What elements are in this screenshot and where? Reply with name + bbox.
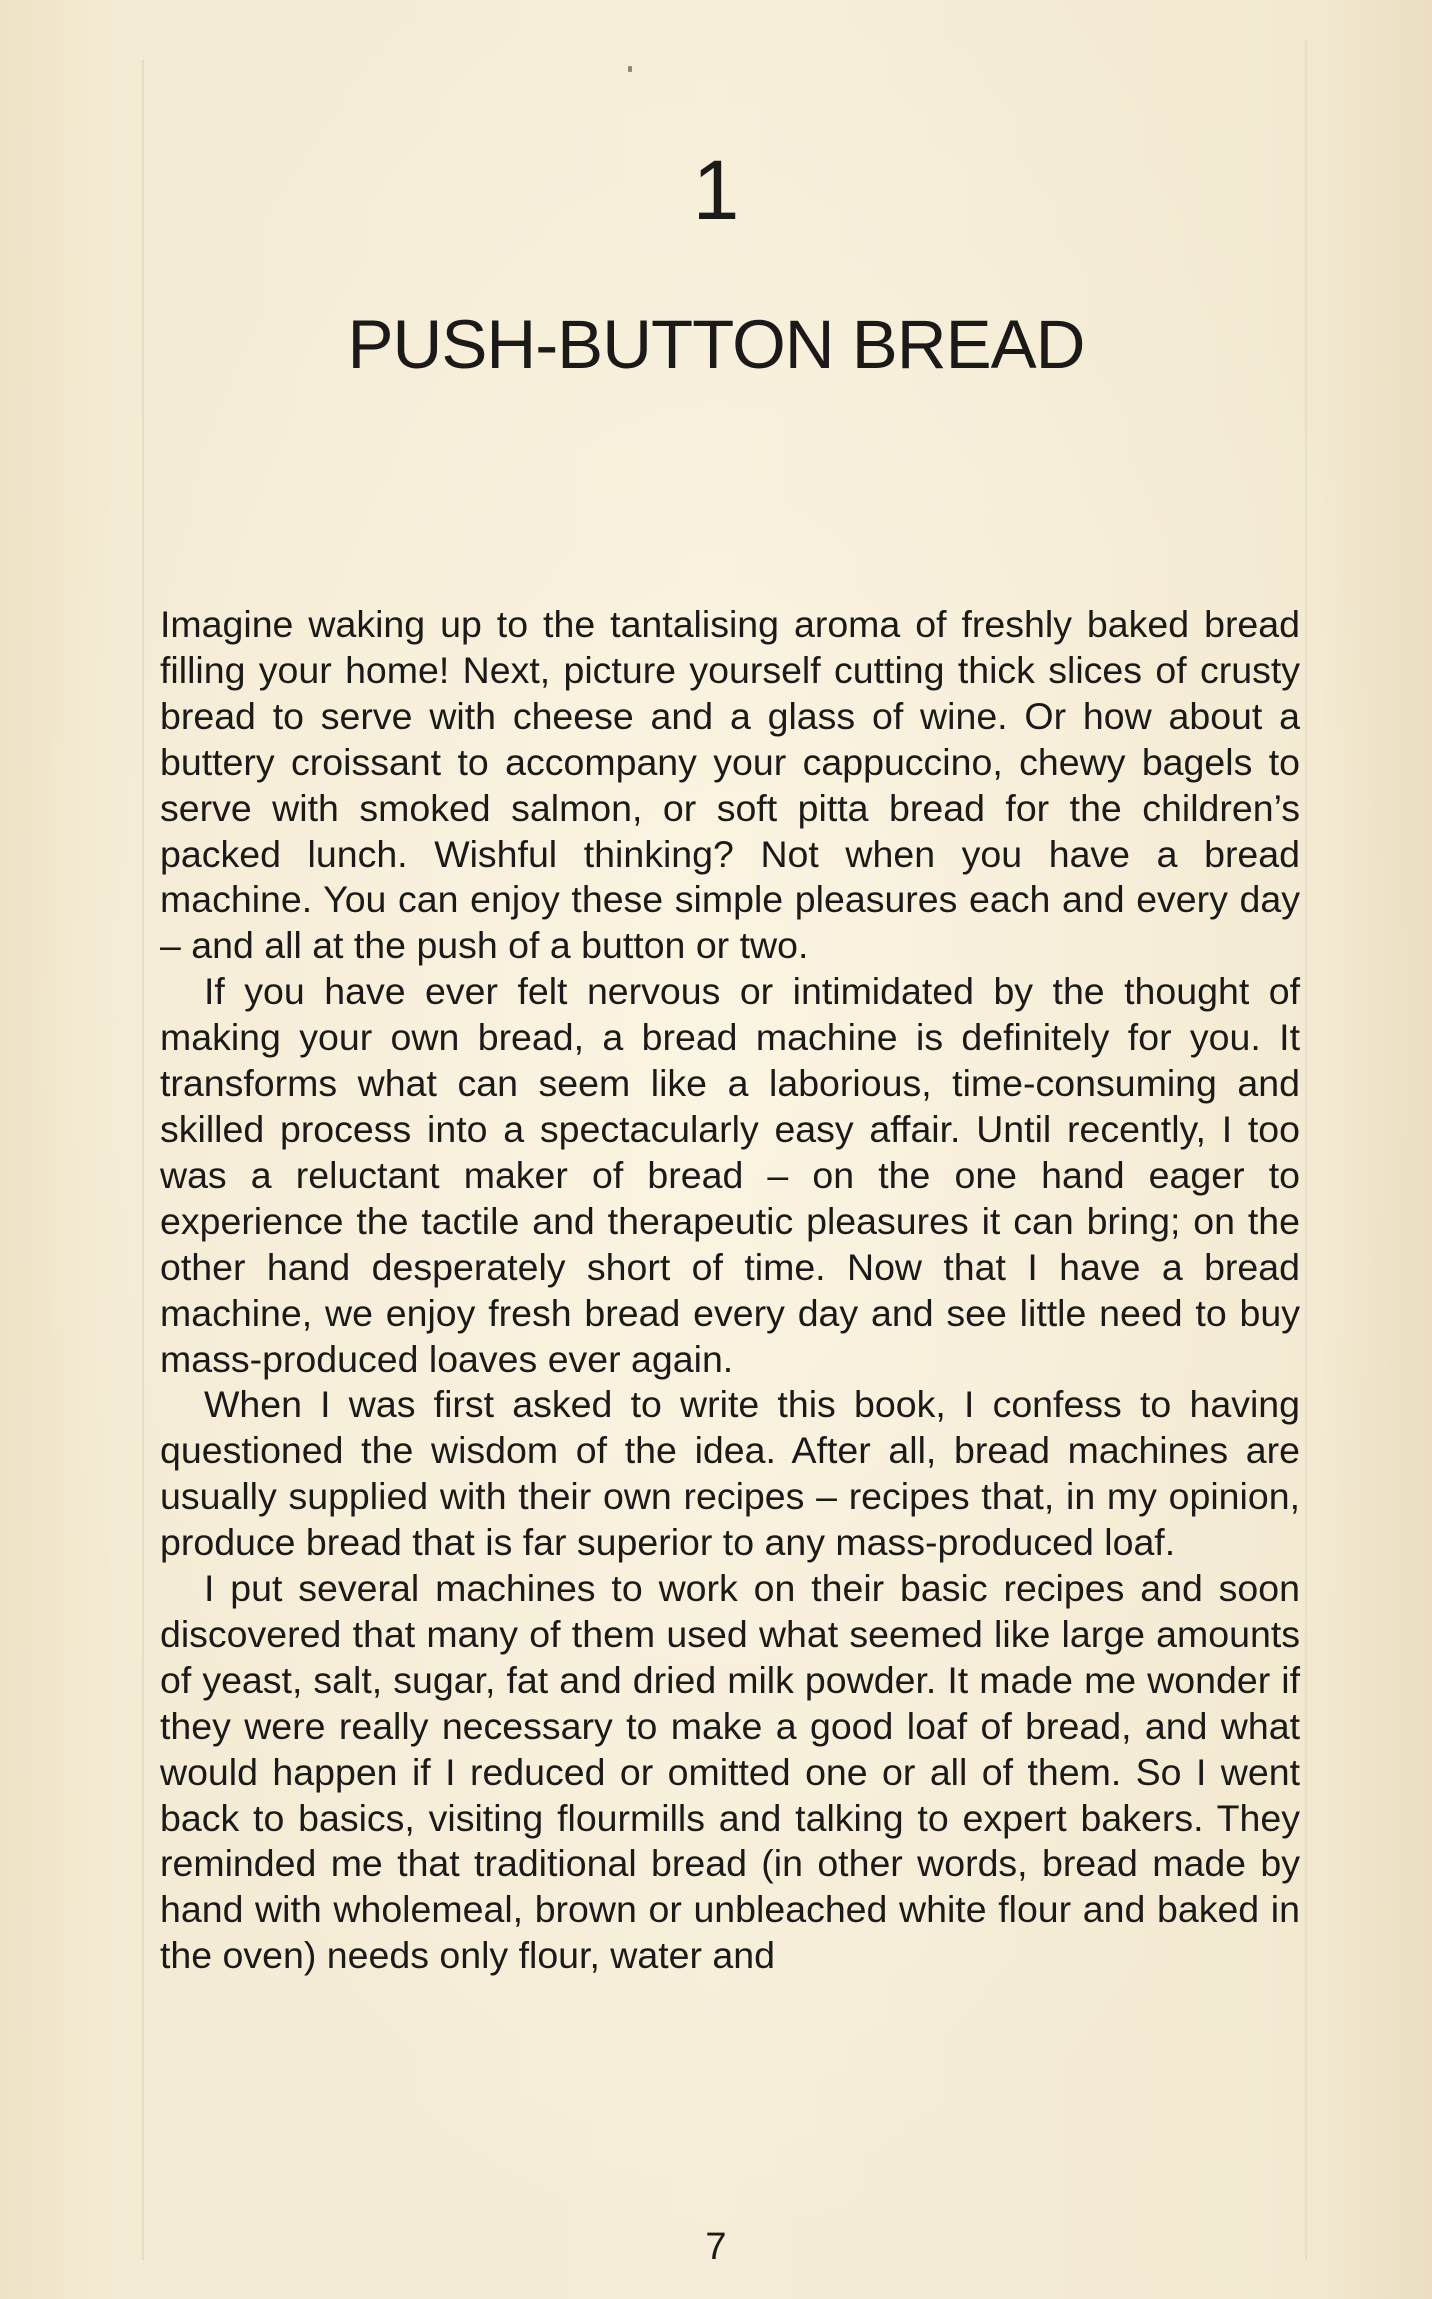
ink-speck <box>628 66 632 72</box>
chapter-number: 1 <box>692 143 740 237</box>
paragraph: Imagine waking up to the tantalising aroma of freshly baked bread filling your home! Next, picture yourself cutting thick slices of crusty bread to serve with cheese and a glass of wine. Or how about a buttery croissant to accompany your cappuccino, chewy bagels to serve with smoked salmon, or soft pitta bread for the children’s packed lunch. Wishful thinking? Not when you have a bread machine. You can enjoy these simple pleasures each and every day – and all at the push of a button or two. <box>160 603 1300 967</box>
chapter-title: PUSH-BUTTON BREAD <box>347 306 1085 383</box>
paragraph: When I was first asked to write this book, I confess to having questioned the wisdom of the idea. After all, bread machines are usually supplied with their own recipes – recipes that, in my opinion, produce bread that is far superior to any mass-produced loaf. <box>160 1383 1300 1564</box>
paragraph: If you have ever felt nervous or intimidated by the thought of making your own bread, a bread machine is definitely for you. It transforms what can seem like a laborious, time-consuming and skilled process into a spectacularly easy affair. Until recently, I too was a reluctant maker of bread – on the one hand eager to experience the tactile and therapeutic pleasures it can bring; on the other hand desperately short of time. Now that I have a bread machine, we enjoy fresh bread every day and see little need to buy mass-produced loaves ever again. <box>160 970 1300 1380</box>
body-text <box>160 602 1300 1979</box>
page-number: 7 <box>705 2226 727 2268</box>
paragraph: I put several machines to work on their basic recipes and soon discovered that many of them used what seemed like large amounts of yeast, salt, sugar, fat and dried milk powder. It made me wonder if they were really necessary to make a good loaf of bread, and what would happen if I reduced or omitted one or all of them. So I went back to basics, visiting flourmills and talking to expert bakers. They reminded me that traditional bread (in other words, bread made by hand with wholemeal, brown or unbleached white flour and baked in the oven) needs only flour, water and <box>160 1567 1300 1977</box>
page-crease-left <box>142 60 144 2260</box>
